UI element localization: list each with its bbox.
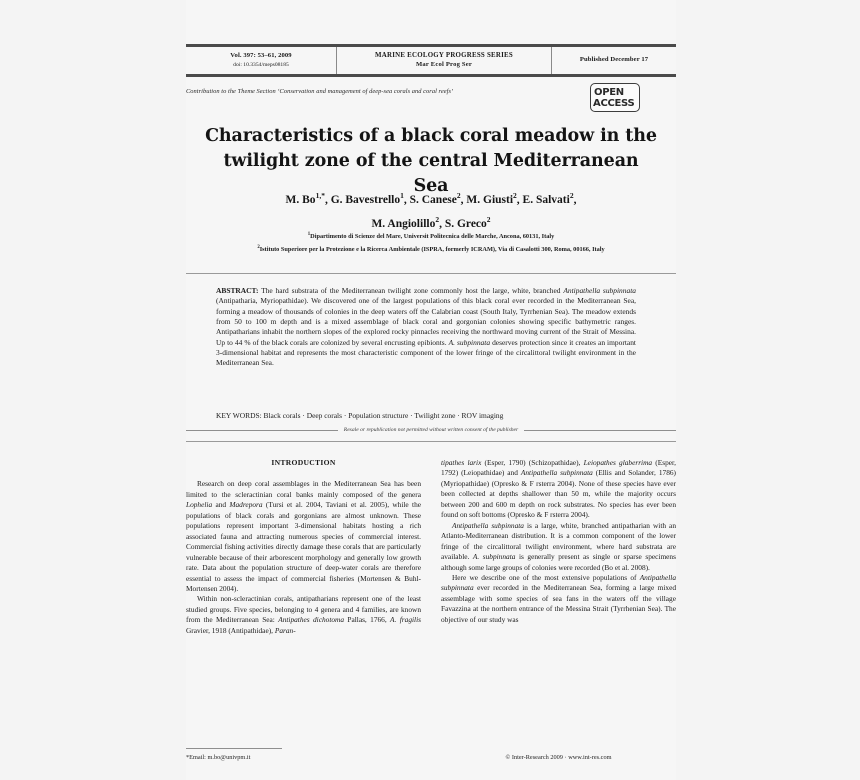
author-affiliation-marker: 1 bbox=[400, 191, 404, 200]
abstract-top-rule bbox=[186, 273, 676, 274]
paper-sheet bbox=[186, 0, 676, 780]
author-name: G. Bavestrello bbox=[330, 193, 401, 206]
masthead-published-cell bbox=[552, 47, 676, 74]
lp2-species-2: A. fragilis bbox=[390, 615, 421, 625]
masthead-journal-name: MARINE ECOLOGY PROGRESS SERIES bbox=[374, 51, 513, 59]
author-name: M. Bo bbox=[285, 193, 316, 206]
abstract-block bbox=[216, 286, 636, 369]
lp1-text-a: Research on deep coral assemblages in the Mediterranean Sea has been limited to the scleractinian coral banks mainly composed of the genera bbox=[186, 479, 421, 499]
author-affiliation-marker: 2 bbox=[569, 191, 574, 200]
right-paragraph-1 bbox=[441, 458, 676, 521]
lp1-genus-lophelia: Lophelia bbox=[186, 500, 213, 510]
theme-section-row bbox=[186, 86, 676, 116]
masthead-journal-short: Mar Ecol Prog Ser bbox=[415, 61, 473, 69]
author-list bbox=[204, 186, 658, 234]
rp1-text-c: (Ellis and Solander, 1786) (Myriopathidae) (Opresko & F rsterra 2004). None of these species have ever been collected at depths shallower than 50 m, while the majority occurs between 200 and 600 m depth on rock substrates. No species has ever been found on soft bottoms (Opresko & F rsterra 2004). bbox=[441, 468, 676, 520]
author-affiliation-marker: 2 bbox=[456, 191, 461, 200]
author-name: M. Angiolillo bbox=[371, 217, 436, 230]
abstract-label: ABSTRACT: bbox=[216, 286, 259, 295]
affiliation-2-text: Istituto Superiore per la Protezione e la Ricerca Ambientale (ISPRA, formerly ICRAM), Via di Casalotti 300, Roma, 00166, Italy bbox=[259, 245, 605, 253]
right-paragraph-2 bbox=[441, 521, 676, 573]
masthead-doi: doi: 10.3354/meps08185 bbox=[233, 61, 289, 68]
resale-notice-text: Resale or republication not permitted without written consent of the publisher bbox=[343, 427, 519, 433]
body-column-right bbox=[441, 458, 676, 625]
rp3-text-b: ever recorded in the Mediterranean Sea, forming a large mixed assemblage with some species of sea fans in the waters off the village Favazzina at the northern entrance of the Messina Strait (Tyrrhenian Sea). The objective of our study was bbox=[441, 583, 676, 624]
masthead-journal-cell bbox=[337, 47, 552, 74]
author-affiliation-marker: 2 bbox=[435, 214, 440, 224]
rp2-species-1: Antipathella subpinnata bbox=[452, 520, 524, 530]
affiliation-2-marker: 2 bbox=[257, 244, 260, 250]
copyright-line: © Inter-Research 2009 · www.int-res.com bbox=[505, 754, 612, 761]
section-heading-introduction: INTRODUCTION bbox=[271, 458, 336, 467]
masthead-published-date: Published December 17 bbox=[579, 56, 649, 64]
masthead-volume: Vol. 397: 53–61, 2009 bbox=[230, 51, 292, 59]
rp2-species-2: A. subpinnata bbox=[472, 552, 516, 562]
rp1-text-b: (Esper, 1792) (Leiopathidae) and bbox=[441, 458, 676, 478]
journal-masthead bbox=[186, 44, 676, 77]
abstract-text-2: (Antipatharia, Myriopathidae). We discovered one of the largest populations of this black coral ever recorded in the Mediterranean Sea, forming a meadow of thousands of colonies in the deep waters off the Calabrian coast (South Italy, Tyrrhenian Sea). The meadow extends from 50 to 100 m depth and is a mixed assemblage of black coral and gorgonian colonies showing specific bathymetric ranges. Antipatharians inhabit the northern slopes of the explored rocky pinnacles receiving the northward moving current of the Strait of Messina. Up to 44 % of the black corals are colonized by several encrusting epibionts. bbox=[216, 296, 636, 347]
author-name: E. Salvati bbox=[522, 193, 570, 206]
footnote-rule bbox=[186, 748, 282, 749]
abstract-bottom-rule bbox=[186, 441, 676, 442]
body-column-left bbox=[186, 458, 421, 636]
affiliation-1-text: Dipartimento di Scienze del Mare, Universit Politecnica delle Marche, Ancona, 60131, Italy bbox=[310, 233, 555, 241]
article-title-line-2: twilight zone of the central Mediterranean Sea bbox=[223, 151, 639, 196]
abstract-text-3: deserves protection since it creates an important 3-dimensional habitat and represents the most characteristic component of the lower fringe of the circalittoral twilight environment in the Mediterranean Sea. bbox=[216, 337, 636, 368]
keywords-label: KEY WORDS: bbox=[216, 411, 262, 420]
rp1-species-2: Antipathella subpinnata bbox=[520, 468, 593, 478]
abstract-text-1: The hard substrata of the Mediterranean twilight zone commonly host the large, white, branched bbox=[258, 286, 564, 295]
lp1-genus-madrepora: Madrepora bbox=[229, 500, 263, 510]
affiliation-2 bbox=[186, 243, 676, 256]
rp2-text-a: is a large, white, branched antipatharian with an Atlanto-Mediterranean distribution. It is a common component of the lower fringe of the circalittoral twilight environment, where hard substrata are available. bbox=[441, 520, 676, 562]
lp1-text-b: and bbox=[212, 500, 230, 510]
lp2-text-c: Gravier, 1918 (Antipathidae), bbox=[186, 625, 275, 635]
author-line-1: M. $Bo^{1,*}$, G. Bavestrello$^1$, S. Canese$^2$, M. Giusti$^2$, E. Salvati$^2$, bbox=[285, 191, 577, 206]
article-title-line-1: Characteristics of a black coral meadow in the bbox=[205, 126, 657, 146]
rp3-text-a: Here we describe one of the most extensive populations of bbox=[452, 572, 640, 582]
author-name: S. Canese bbox=[409, 193, 457, 206]
keywords-value: Black corals · Deep corals · Population structure · Twilight zone · ROV imaging bbox=[261, 411, 504, 420]
affiliation-list bbox=[186, 230, 676, 255]
author-name: M. Giusti bbox=[466, 193, 514, 206]
corresponding-author-email: *Email: m.bo@univpm.it bbox=[186, 754, 251, 761]
right-paragraph-3 bbox=[441, 573, 676, 625]
rp1-species-1: Leiopathes glaberrima bbox=[583, 458, 653, 467]
left-paragraph-2 bbox=[186, 594, 421, 636]
rp2-text-b: is generally present as single or sparse specimens although some large groups of colonies were recorded (Bo et al. 2008). bbox=[441, 552, 676, 572]
lp2-species-3: Paran- bbox=[274, 625, 296, 635]
masthead-volume-cell bbox=[186, 47, 337, 74]
lp1-text-c: (Tursi et al. 2004, Taviani et al. 2005), while the populations of black corals and gorgonians are almost unknown. These populations represent important 3-dimensional habitats hosting a rich associated fauna and attracting numerous species of commercial interest. Commercial fishing activities directly damage these corals that are particularly vulnerable because of their arborescent morphology and generally low growth rate. Data about the population structure of deep-water corals are therefore essential to assess the impact of commercial fisheries (Mortensen & Buhl-Mortensen 2004). bbox=[186, 500, 421, 593]
author-line-2: M. Angiolillo$^2$, S. Greco$^2$ bbox=[371, 214, 491, 230]
open-access-line-2: ACCESS bbox=[593, 97, 635, 109]
author-affiliation-marker: 2 bbox=[486, 214, 491, 224]
abstract-species-2: A. subpinnata bbox=[448, 337, 491, 347]
affiliation-1 bbox=[186, 230, 676, 243]
affiliation-1-marker: 1 bbox=[307, 232, 311, 237]
rp1-species-0: tipathes larix bbox=[441, 458, 482, 467]
keywords-block bbox=[216, 411, 636, 420]
theme-section-note: Contribution to the Theme Section ‘Conservation and management of deep-sea corals and coral reefs’ bbox=[186, 88, 454, 95]
open-access-badge bbox=[590, 83, 640, 112]
open-access-line-1: OPEN bbox=[594, 86, 624, 98]
lp2-text-a: Within non-scleractinian corals, antipatharians represent one of the least studied groups. Five species, belonging to 4 genera and 4 families, are known from the Mediterranean Sea: bbox=[186, 594, 421, 625]
author-name: S. Greco bbox=[444, 217, 487, 230]
resale-rule-right bbox=[524, 430, 676, 431]
resale-rule-left bbox=[186, 430, 338, 431]
left-paragraph-1 bbox=[186, 479, 421, 594]
lp2-text-b: Pallas, 1766, bbox=[344, 615, 391, 625]
author-affiliation-marker: 1,* bbox=[315, 191, 325, 200]
author-affiliation-marker: 2 bbox=[513, 191, 517, 200]
rp3-species-1: Antipathella subpinnata bbox=[441, 572, 676, 593]
resale-notice-row bbox=[186, 427, 676, 433]
abstract-species-1: Antipathella subpinnata bbox=[563, 286, 636, 295]
rp1-text-a: (Esper, 1790) (Schizopathidae), bbox=[481, 458, 584, 467]
lp2-species-1: Antipathes dichotoma bbox=[278, 615, 345, 625]
